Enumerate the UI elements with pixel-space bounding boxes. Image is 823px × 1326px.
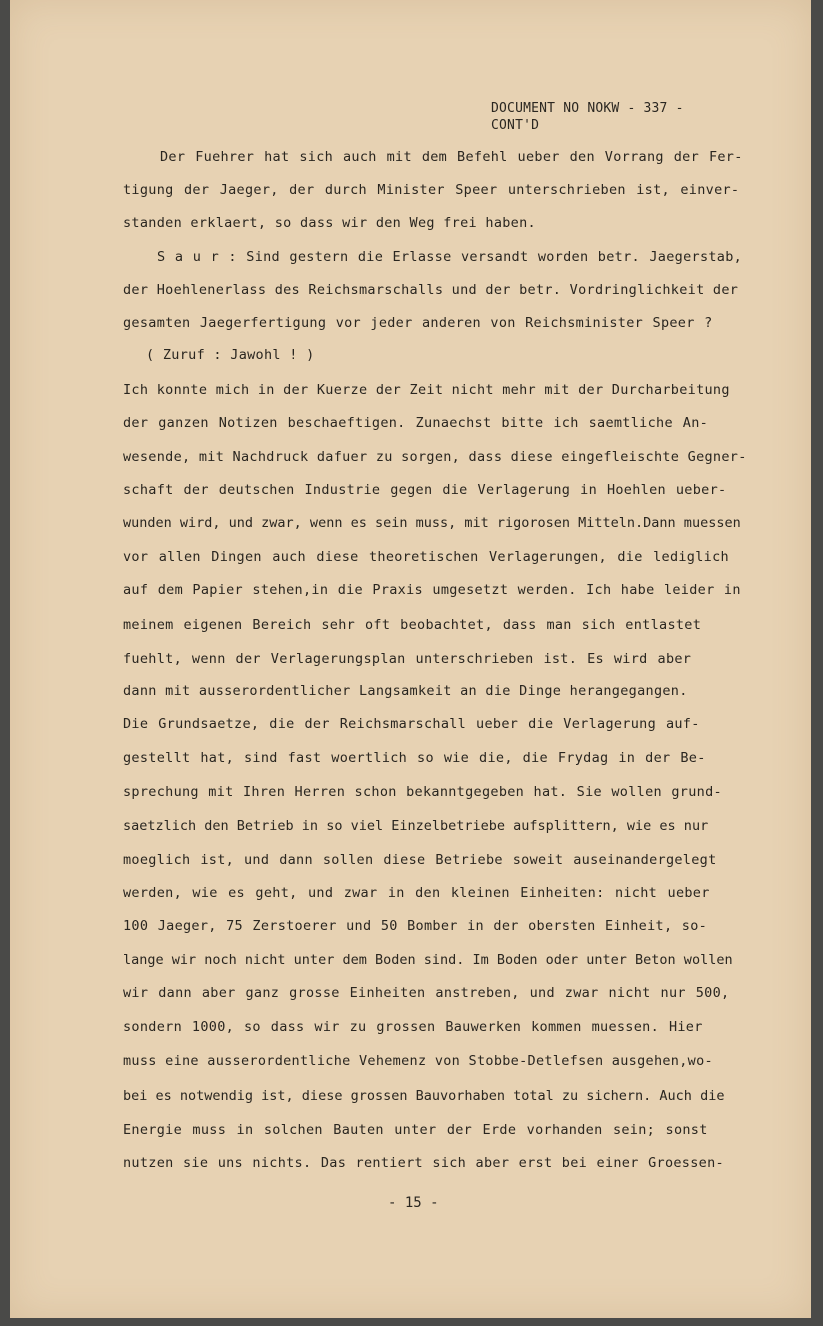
header-continued: CONT'D (491, 118, 540, 133)
text-line: wir dann aber ganz grosse Einheiten anstreben, und zwar nicht nur 500, (123, 985, 730, 1001)
text-line: Der Fuehrer hat sich auch mit dem Befehl ueber den Vorrang der Fer- (160, 149, 743, 165)
text-line: der Hoehlenerlass des Reichsmarschalls und der betr. Vordringlichkeit der (123, 282, 739, 298)
text-line: vor allen Dingen auch diese theoretischen Verlagerungen, die lediglich (123, 549, 729, 565)
text-line: gesamten Jaegerfertigung vor jeder anderen von Reichsminister Speer ? (123, 315, 713, 331)
text-line: meinem eigenen Bereich sehr oft beobachtet, dass man sich entlastet (123, 617, 702, 633)
document-header (491, 100, 684, 134)
text-line: lange wir noch nicht unter dem Boden sind. Im Boden oder unter Beton wollen (123, 952, 733, 968)
text-line: gestellt hat, sind fast woertlich so wie die, die Frydag in der Be- (123, 750, 706, 766)
text-line: saetzlich den Betrieb in so viel Einzelbetriebe aufsplittern, wie es nur (123, 818, 709, 834)
text-line: Energie muss in solchen Bauten unter der Erde vorhanden sein; sonst (123, 1122, 708, 1138)
header-document-number: DOCUMENT NO NOKW - 337 - (491, 101, 684, 116)
text-line: S a u r : Sind gestern die Erlasse versandt worden betr. Jaegerstab, (157, 249, 743, 265)
text-line: Die Grundsaetze, die der Reichsmarschall ueber die Verlagerung auf- (123, 716, 700, 732)
text-line: schaft der deutschen Industrie gegen die Verlagerung in Hoehlen ueber- (123, 482, 727, 498)
text-line: Ich konnte mich in der Kuerze der Zeit nicht mehr mit der Durcharbeitung (123, 382, 730, 398)
text-line: wesende, mit Nachdruck dafuer zu sorgen, dass diese eingefleischte Gegner- (123, 449, 747, 465)
text-line: sprechung mit Ihren Herren schon bekanntgegeben hat. Sie wollen grund- (123, 784, 722, 800)
text-line: auf dem Papier stehen,in die Praxis umgesetzt werden. Ich habe leider in (123, 582, 741, 598)
text-line: wunden wird, und zwar, wenn es sein muss, mit rigorosen Mitteln.Dann muessen (123, 515, 741, 531)
text-line: sondern 1000, so dass wir zu grossen Bauwerken kommen muessen. Hier (123, 1019, 703, 1035)
text-line: 100 Jaeger, 75 Zerstoerer und 50 Bomber in der obersten Einheit, so- (123, 918, 708, 934)
text-line: fuehlt, wenn der Verlagerungsplan unterschrieben ist. Es wird aber (123, 651, 692, 667)
text-line: dann mit ausserordentlicher Langsamkeit an die Dinge herangegangen. (123, 683, 688, 699)
text-line: bei es notwendig ist, diese grossen Bauvorhaben total zu sichern. Auch die (123, 1088, 725, 1104)
text-line: ( Zuruf : Jawohl ! ) (146, 347, 315, 363)
text-line: moeglich ist, und dann sollen diese Betriebe soweit auseinandergelegt (123, 852, 717, 868)
page-number: - 15 - (388, 1195, 439, 1211)
text-line: muss eine ausserordentliche Vehemenz von Stobbe-Detlefsen ausgehen,wo- (123, 1053, 713, 1069)
text-line: tigung der Jaeger, der durch Minister Speer unterschrieben ist, einver- (123, 182, 740, 198)
text-line: nutzen sie uns nichts. Das rentiert sich aber erst bei einer Groessen- (123, 1155, 724, 1171)
text-line: standen erklaert, so dass wir den Weg frei haben. (123, 215, 536, 231)
document-page (10, 0, 811, 1318)
text-line: der ganzen Notizen beschaeftigen. Zunaechst bitte ich saemtliche An- (123, 415, 709, 431)
text-line: werden, wie es geht, und zwar in den kleinen Einheiten: nicht ueber (123, 885, 710, 901)
